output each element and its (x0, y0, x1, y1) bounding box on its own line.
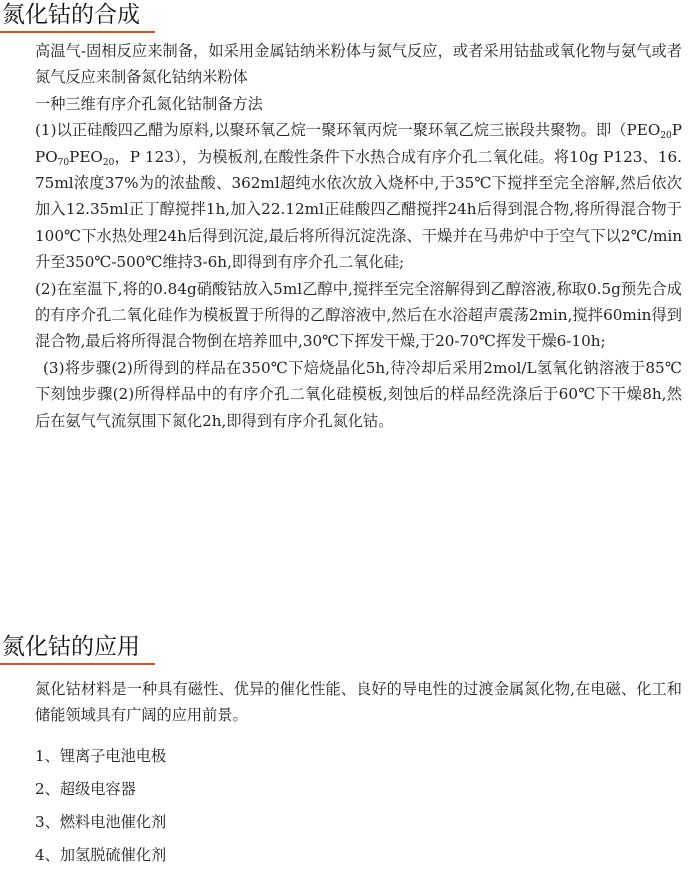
application-intro: 氮化钴材料是一种具有磁性、优异的催化性能、良好的导电性的过渡金属氮化物,在电磁、化工和储能领域具有广阔的应用前景。 (35, 680, 682, 725)
application-body (0, 676, 690, 729)
synthesis-intro: 高温气-固相反应来制备，如采用金属钴纳米粉体与氮气反应，或者采用钴盐或氧化物与氨气或者氮气反应来制备氮化钴纳米粉体 (35, 42, 682, 87)
step-1-text-c: PEO (69, 147, 103, 166)
synthesis-body (0, 38, 690, 434)
step-2: (2)在室温下,将的0.84g硝酸钴放入5ml乙醇中,搅拌至完全溶解得到乙醇溶液,称取0.5g预先合成的有序介孔二氧化硅作为模板置于所得的乙醇溶液中,然后在水浴超声震荡2min,搅拌60min得到混合物,最后将所得混合物倒在培养皿中,30℃下挥发干燥,于20-70℃挥发干燥6-10h; (35, 279, 682, 351)
synthesis-section (0, 0, 690, 36)
application-heading-text: 氮化钴的应用 (2, 634, 140, 660)
list-item: 2、超级电容器 (35, 780, 136, 798)
step-1-sub-a: 20 (660, 131, 672, 142)
method-title: 一种三维有序介孔氮化钴制备方法 (35, 94, 263, 113)
heading-underline (0, 31, 155, 33)
synthesis-heading-text: 氮化钴的合成 (2, 2, 140, 28)
step-1-text-a: (1)以正硅酸四乙醋为原料,以聚环氧乙烷一聚环氧丙烷一聚环氧乙烷三嵌段共聚物。即（PEO (35, 121, 661, 140)
synthesis-heading (0, 0, 690, 36)
list-item: 4、加氢脱硫催化剂 (35, 846, 167, 864)
list-item: 3、燃料电池催化剂 (35, 813, 167, 831)
application-list (0, 740, 690, 872)
heading-underline (0, 663, 155, 665)
step-1-sub-b: 70 (57, 157, 70, 168)
step-1-text-b: PPO (35, 121, 682, 166)
step-3: (3)将步骤(2)所得到的样品在350℃下焙烧晶化5h,待冷却后采用2mol/L氢氧化钠溶液于85℃下刻蚀步骤(2)所得样品中的有序介孔二氧化硅模板,刻蚀后的样品经洗涤后于60℃下干燥8h,然后在氨气气流氛围下氮化2h,即得到有序介孔氮化钴。 (35, 358, 682, 430)
step-1-sub-c: 20 (102, 157, 115, 168)
list-item: 1、锂离子电池电极 (35, 747, 167, 765)
application-heading (0, 632, 690, 668)
application-section (0, 632, 690, 668)
step-1-text-d: ，P 123），为模板剂,在酸性条件下水热合成有序介孔二氧化硅。将10g P123、16.75ml浓度37%为的浓盐酸、362ml超纯水依次放入烧杯中,于35℃下搅拌至完全溶解,然后依次加入12.35ml正丁醇搅拌1h,加入22.12ml正硅酸四乙醋搅拌24h后得到混合物,将所得混合物于100℃下水热处理24h后得到沉淀,最后将所得沉淀洗涤、干燥并在马弗炉中于空气下以2℃/min升至350℃-500℃维持3-6h,即得到有序介孔二氧化硅; (35, 147, 682, 272)
step-1 (0, 117, 690, 275)
